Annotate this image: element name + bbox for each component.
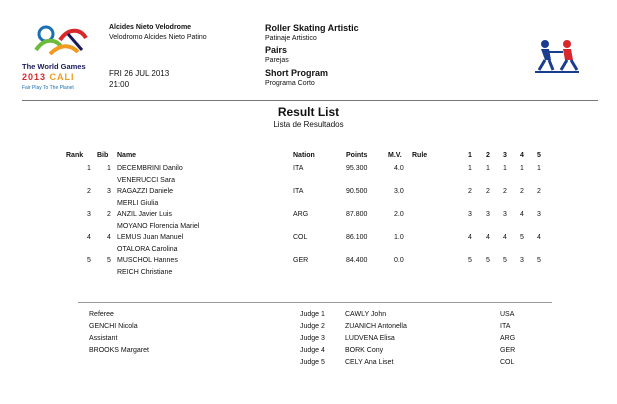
mv-cell: 3.0 [394,188,404,195]
rank-cell: 4 [87,234,91,241]
mv-cell: 1.0 [394,234,404,241]
judge-3-place: 5 [503,257,507,264]
athlete-name: ANZIL Javier Luis [117,211,172,218]
nation-cell: GER [293,257,309,264]
judge-2-place: 5 [486,257,490,264]
phase-name: Short Program [265,68,329,78]
judge-1-place: 2 [468,188,472,195]
athlete-name: MUSCHOL Hannes [117,257,178,264]
judge-4-place: 4 [520,211,524,218]
points-cell: 86.100 [346,234,368,241]
rank-cell: 1 [87,165,91,172]
col-rank: Rank [66,152,84,159]
judge-label: Judge 1 [300,311,325,318]
judge-5-place: 4 [537,234,541,241]
col-rule: Rule [412,152,428,159]
event-time: 21:00 [109,80,130,89]
judge-5-place: 1 [537,165,541,172]
points-cell: 84.400 [346,257,368,264]
judge-2-place: 4 [486,234,490,241]
world-games-emblem-icon [30,20,90,60]
col-nation: Nation [293,152,315,159]
bib-cell: 2 [107,211,111,218]
judge-name: CAWLY John [345,311,387,318]
col-points: Points [346,152,368,159]
partner-name: MERLI Giulia [117,200,159,207]
judge-name: CELY Ana Liset [345,359,394,366]
athlete-name: RAGAZZI Daniele [117,188,174,195]
col-judge-5: 5 [537,152,541,159]
judge-2-place: 3 [486,211,490,218]
judge-nation: USA [500,311,515,318]
judge-5-place: 5 [537,257,541,264]
sport-name: Roller Skating Artistic [265,23,359,33]
partner-name: VENERUCCI Sara [117,177,175,184]
page-title: Result List [277,105,340,119]
event-name: Pairs [265,45,288,55]
judge-4-place: 5 [520,234,524,241]
partner-name: OTALORA Carolina [117,246,178,253]
judge-3-place: 4 [503,234,507,241]
mv-cell: 0.0 [394,257,404,264]
nation-cell: ARG [293,211,309,218]
referee-name: GENCHI Nicola [89,323,138,330]
judge-4-place: 3 [520,257,524,264]
judge-name: LUDVENA Elisa [345,335,395,342]
partner-name: REICH Christiane [117,269,173,276]
logo-city: CALI [49,72,75,82]
bib-cell: 1 [107,165,111,172]
mv-cell: 4.0 [394,165,404,172]
judge-1-place: 3 [468,211,472,218]
judge-nation: GER [500,347,516,354]
logo-title: The World Games [22,62,86,71]
bib-cell: 3 [107,188,111,195]
partner-name: MOYANO Florencia Mariel [117,223,200,230]
judge-nation: COL [500,359,515,366]
phase-local-name: Programa Corto [265,80,315,87]
athlete-name: LEMUS Juan Manuel [117,234,184,241]
event-date: FRI 26 JUL 2013 [109,69,170,78]
judge-3-place: 2 [503,188,507,195]
roller-skating-pairs-logo-icon [533,38,581,76]
judge-2-place: 1 [486,165,490,172]
event-local-name: Parejas [265,57,289,64]
logo-year: 2013 [22,72,47,82]
rank-cell: 2 [87,188,91,195]
world-games-logo [18,18,100,96]
judge-nation: ITA [500,323,511,330]
col-bib: Bib [97,152,109,159]
judge-name: BORK Cony [345,347,384,354]
judge-label: Judge 4 [300,347,325,354]
judge-1-place: 5 [468,257,472,264]
col-judge-3: 3 [503,152,507,159]
athlete-name: DECEMBRINI Danilo [117,165,183,172]
bib-cell: 4 [107,234,111,241]
page-subtitle: Lista de Resultados [273,120,344,129]
rank-cell: 5 [87,257,91,264]
assistant-label: Assistant [89,335,118,342]
judge-nation: ARG [500,335,516,342]
col-judge-1: 1 [468,152,472,159]
judge-label: Judge 3 [300,335,325,342]
referee-label: Referee [89,311,114,318]
officials-divider [78,302,552,303]
judge-3-place: 3 [503,211,507,218]
bib-cell: 5 [107,257,111,264]
judge-label: Judge 2 [300,323,325,330]
judge-4-place: 2 [520,188,524,195]
header-divider [22,100,598,101]
judge-1-place: 4 [468,234,472,241]
sport-local-name: Patinaje Artistico [265,35,317,42]
venue-name: Alcides Nieto Velodrome [109,24,192,31]
nation-cell: ITA [293,165,304,172]
judge-2-place: 2 [486,188,490,195]
logo-year-city [22,72,75,82]
judge-1-place: 1 [468,165,472,172]
rank-cell: 3 [87,211,91,218]
judge-name: ZUANICH Antonella [345,323,407,330]
nation-cell: ITA [293,188,304,195]
assistant-name: BROOKS Margaret [89,347,149,354]
mv-cell: 2.0 [394,211,404,218]
col-judge-4: 4 [520,152,524,159]
judge-5-place: 3 [537,211,541,218]
points-cell: 95.300 [346,165,368,172]
venue-local-name: Velodromo Alcides Nieto Patino [109,34,207,41]
points-cell: 87.800 [346,211,368,218]
col-judge-2: 2 [486,152,490,159]
judge-label: Judge 5 [300,359,325,366]
judge-5-place: 2 [537,188,541,195]
nation-cell: COL [293,234,308,241]
judge-4-place: 1 [520,165,524,172]
col-mv: M.V. [388,152,402,159]
judge-3-place: 1 [503,165,507,172]
col-name: Name [117,152,137,159]
points-cell: 90.500 [346,188,368,195]
logo-tagline: Fair Play To The Planet [22,85,74,91]
